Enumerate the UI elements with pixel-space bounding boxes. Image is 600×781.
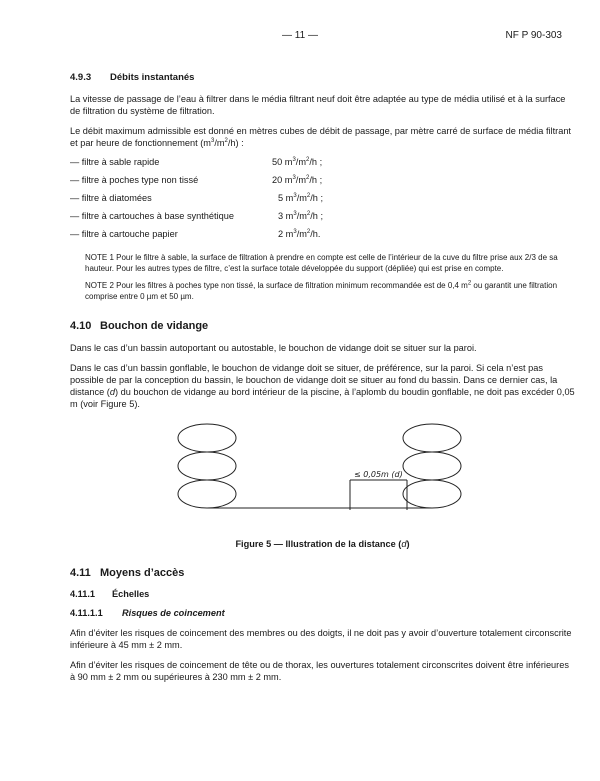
paragraph: Afin d’éviter les risques de coincement des membres ou des doigts, il ne doit pas y avoir d’ouverture totalement circonscrite inférieure à 45 mm ± 2 mm.: [70, 628, 572, 650]
pool-drain-diagram: [70, 418, 575, 528]
right-ring-middle: [403, 452, 461, 480]
right-ring-top: [403, 424, 461, 452]
section-heading-4-11-1: 4.11.1 Échelles: [70, 589, 150, 599]
left-ring-middle: [178, 452, 236, 480]
standard-reference: NF P 90-303: [505, 30, 562, 41]
list-item: — filtre à diatomées 5 $m^3/m^2/h$ ;: [70, 192, 324, 203]
paragraph: Afin d’éviter les risques de coincement de tête ou de thorax, les ouvertures totalement circonscrites doivent être inférieures à 90 mm ± 2 mm ou supérieures à 230 mm ± 2 mm.: [70, 660, 569, 682]
flow-rate-list: [70, 157, 575, 247]
paragraph: La vitesse de passage de l’eau à filtrer dans le média filtrant neuf doit être adaptée au type de média utilisé et à la surface de filtration du système de filtration.: [70, 94, 566, 116]
document-body: [70, 72, 575, 691]
left-ring-bottom: [178, 480, 236, 508]
paragraph: Dans le cas d’un bassin gonflable, le bouchon de vidange doit se situer, de préférence, sur la paroi. Si cela n’est pas possible de par la conception du bassin, le bouchon de vidange doit se situer au fond du bassin. Dans ce dernier cas, la distance (d) du bouchon de vidange au bord intérieur de la piscine, à l’aplomb du boudin gonflable, ne doit pas excéder 0,05 m (voir Figure 5).: [70, 363, 575, 409]
left-ring-top: [178, 424, 236, 452]
list-item: — filtre à cartouche papier 2 $m^3/m^2/h$.: [70, 228, 321, 239]
list-item: — filtre à poches type non tissé 20 $m^3/m^2/h$ ;: [70, 174, 323, 185]
right-ring-bottom: [403, 480, 461, 508]
paragraph: Dans le cas d’un bassin autoportant ou autostable, le bouchon de vidange doit se situer sur la paroi.: [70, 343, 477, 353]
section-heading-4-11: 4.11 Moyens d’accès: [70, 567, 185, 579]
paragraph: Le débit maximum admissible est donné en mètres cubes de débit de passage, par mètre carré de surface de média filtrant et par heure de fonctionnement $(m^3/m^2/h)$ :: [70, 126, 571, 148]
figure-caption: Figure 5 — Illustration de la distance (d): [235, 539, 410, 549]
note-2: NOTE 2 Pour les filtres à poches type non tissé, la surface de filtration minimum recommandée est de 0,4 $m^2$ ou garantit une filtration comprise entre 0 µm et 50 µm.: [85, 280, 558, 301]
section-heading-4-10: 4.10 Bouchon de vidange: [70, 320, 209, 332]
figure-5: [70, 418, 575, 533]
distance-label: ≤ 0,05m (d): [354, 470, 403, 479]
list-item: — filtre à cartouches à base synthétique 3 $m^3/m^2/h$ ;: [70, 210, 324, 221]
section-heading-4-9-3: 4.9.3 Débits instantanés: [70, 72, 195, 83]
list-item: — filtre à sable rapide 50 $m^3/m^2/h$ ;: [70, 156, 323, 167]
page-number: — 11 —: [282, 30, 318, 41]
note-1: NOTE 1 Pour le filtre à sable, la surface de filtration à prendre en compte est celle de l’intérieur de la cuve du filtre prise aux 2/3 de sa hauteur. Pour les autres types de filtre, c’est la surface totale développée du support (dépliée) qui est prise en compte.: [85, 253, 558, 273]
section-heading-4-11-1-1: 4.11.1.1 Risques de coincement: [70, 608, 225, 618]
